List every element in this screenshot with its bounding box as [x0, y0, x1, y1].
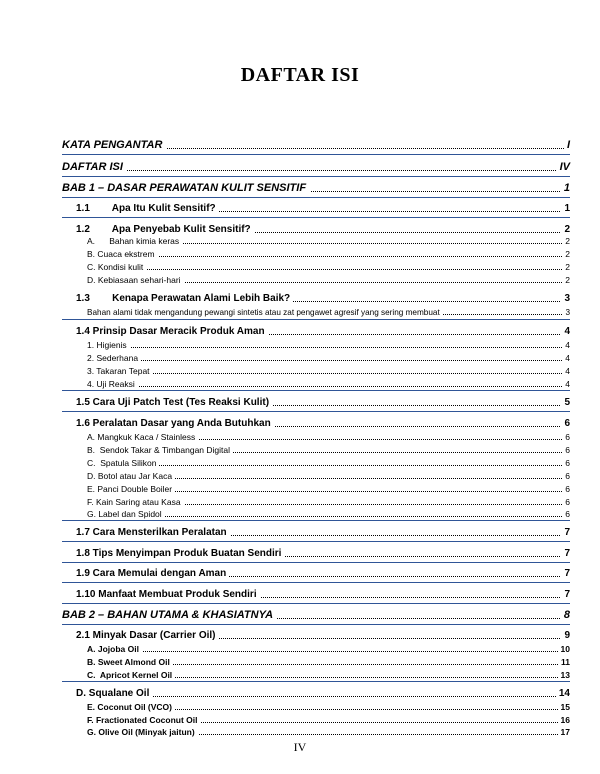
- leader-dots: [87, 256, 570, 257]
- page-title: DAFTAR ISI: [240, 64, 360, 86]
- toc-entry-page: 13: [558, 670, 570, 680]
- toc-entry-page: I: [564, 139, 570, 151]
- toc-entry-label: 1.3 Kenapa Perawatan Alami Lebih Baik?: [76, 293, 293, 304]
- toc-entry-page: 2: [562, 249, 570, 259]
- toc-entry-page: 6: [562, 445, 570, 455]
- toc-entry-page: 1: [561, 182, 570, 194]
- toc-entry-label: 1.6 Peralatan Dasar yang Anda Butuhkan: [76, 418, 274, 429]
- toc-entry-page: 4: [561, 326, 570, 337]
- toc-entry-page: 6: [562, 432, 570, 442]
- toc-entry-label: B. Sweet Almond Oil: [87, 657, 173, 667]
- toc-entry-page: 7: [561, 527, 570, 538]
- toc-entry-page: 4: [562, 379, 570, 389]
- toc-entry-page: 9: [561, 630, 570, 641]
- toc-entry-label: B. Cuaca ekstrem: [87, 249, 158, 259]
- toc-entry-label: 1.4 Prinsip Dasar Meracik Produk Aman: [76, 326, 268, 337]
- toc-entry-label: 1. Higienis: [87, 340, 130, 350]
- divider: [62, 541, 570, 542]
- toc-entry-label-spidol[interactable]: [87, 505, 570, 521]
- toc-entry-bab-1[interactable]: [62, 180, 570, 196]
- toc-entry-kebiasaan[interactable]: [87, 271, 570, 287]
- toc-entry-label: 2. Sederhana: [87, 353, 141, 363]
- toc-entry-label: 4. Uji Reaksi: [87, 379, 138, 389]
- leader-dots: [87, 347, 570, 348]
- toc-entry-label: E. Coconut Oil (VCO): [87, 702, 175, 712]
- toc-entry-page: 6: [562, 458, 570, 468]
- divider: [62, 624, 570, 625]
- toc-entry-label: A. Mangkuk Kaca / Stainless: [87, 432, 198, 442]
- toc-entry-label: 1.8 Tips Menyimpan Produk Buatan Sendiri: [76, 548, 284, 559]
- toc-entry-label: A. Bahan kimia keras: [87, 236, 182, 246]
- toc-entry-label: 2.1 Minyak Dasar (Carrier Oil): [76, 630, 219, 641]
- toc-entry-bahan-alami[interactable]: [87, 303, 570, 319]
- toc-entry-page: 15: [558, 702, 570, 712]
- toc-entry-label: DAFTAR ISI: [62, 161, 127, 173]
- toc-entry-page: 2: [562, 275, 570, 285]
- toc-entry-page: IV: [557, 161, 570, 173]
- divider: [62, 582, 570, 583]
- toc-entry-label: C. Kondisi kulit: [87, 262, 146, 272]
- toc-entry-page: 17: [558, 727, 570, 737]
- toc-entry-label: 1.1 Apa Itu Kulit Sensitif?: [76, 203, 219, 214]
- divider: [62, 197, 570, 198]
- toc-entry-label: D. Botol atau Jar Kaca: [87, 471, 175, 481]
- toc-entry-label: F. Fractionated Coconut Oil: [87, 715, 201, 725]
- toc-entry-label: 1.7 Cara Mensterilkan Peralatan: [76, 527, 230, 538]
- divider: [62, 603, 570, 604]
- toc-entry-bab-2[interactable]: [62, 607, 570, 623]
- toc-entry-1-7[interactable]: [76, 524, 570, 540]
- divider: [62, 176, 570, 177]
- toc-entry-label: 1.2 Apa Penyebab Kulit Sensitif?: [76, 224, 254, 235]
- toc-entry-label: G. Olive Oil (Minyak jaitun): [87, 727, 198, 737]
- leader-dots: [87, 373, 570, 374]
- toc-entry-label: G. Label dan Spidol: [87, 509, 165, 519]
- divider: [62, 319, 570, 320]
- toc-entry-page: 10: [558, 644, 570, 654]
- toc-entry-label: E. Panci Double Boiler: [87, 484, 175, 494]
- toc-entry-kata-pengantar[interactable]: [62, 137, 570, 153]
- toc-entry-page: 1: [561, 203, 570, 214]
- toc-entry-label: C. Apricot Kernel Oil: [87, 670, 175, 680]
- divider: [62, 411, 570, 412]
- toc-entry-label: BAB 1 – DASAR PERAWATAN KULIT SENSITIF: [62, 182, 310, 194]
- leader-dots: [87, 360, 570, 361]
- toc-entry-page: 6: [561, 418, 570, 429]
- toc-entry-label: A. Jojoba Oil: [87, 644, 142, 654]
- leader-dots: [87, 269, 570, 270]
- toc-entry-label: F. Kain Saring atau Kasa: [87, 497, 184, 507]
- toc-entry-page: 2: [561, 224, 570, 235]
- toc-entry-page: 8: [561, 609, 570, 621]
- toc-entry-label: BAB 2 – BAHAN UTAMA & KHASIATNYA: [62, 609, 277, 621]
- toc-entry-page: 2: [562, 262, 570, 272]
- toc-entry-label: 3. Takaran Tepat: [87, 366, 153, 376]
- divider: [62, 520, 570, 521]
- toc-entry-label: D. Kebiasaan sehari-hari: [87, 275, 184, 285]
- toc-entry-label: KATA PENGANTAR: [62, 139, 166, 151]
- divider: [62, 681, 570, 682]
- toc-entry-1-9[interactable]: [76, 565, 570, 581]
- toc-entry-page: 4: [562, 353, 570, 363]
- toc-entry-page: 7: [561, 548, 570, 559]
- toc-entry-label: C. Spatula Silikon: [87, 458, 159, 468]
- toc-entry-1-1[interactable]: [76, 200, 570, 216]
- toc-entry-label: B. Sendok Takar & Timbangan Digital: [87, 445, 233, 455]
- toc-entry-label: 1.10 Manfaat Membuat Produk Sendiri: [76, 589, 260, 600]
- toc-entry-page: 16: [558, 715, 570, 725]
- toc-entry-page: 5: [561, 397, 570, 408]
- divider: [62, 217, 570, 218]
- toc-entry-page: 4: [562, 366, 570, 376]
- toc-entry-uji-reaksi[interactable]: [87, 375, 570, 391]
- toc-entry-page: 7: [561, 589, 570, 600]
- toc-entry-olive[interactable]: [87, 723, 570, 739]
- toc-entry-page: 4: [562, 340, 570, 350]
- toc-entry-1-8[interactable]: [76, 545, 570, 561]
- toc-entry-label: 1.9 Cara Memulai dengan Aman: [76, 568, 229, 579]
- toc-entry-label: 1.5 Cara Uji Patch Test (Tes Reaksi Kulit): [76, 397, 272, 408]
- toc-entry-apricot[interactable]: [87, 666, 570, 682]
- divider: [62, 154, 570, 155]
- page-number: IV: [293, 740, 307, 754]
- toc-entry-page: 6: [562, 471, 570, 481]
- toc-entry-page: 2: [562, 236, 570, 246]
- toc-entry-daftar-isi[interactable]: [62, 159, 570, 175]
- toc-entry-page: 6: [562, 497, 570, 507]
- toc-entry-page: 3: [561, 293, 570, 304]
- toc-entry-1-10[interactable]: [76, 586, 570, 602]
- toc-entry-page: 11: [558, 657, 570, 667]
- toc-entry-page: 14: [556, 688, 570, 699]
- leader-dots: [87, 651, 570, 652]
- leader-dots: [62, 170, 570, 171]
- toc-entry-page: 7: [561, 568, 570, 579]
- toc-entry-1-5[interactable]: [76, 394, 570, 410]
- toc-entry-label: D. Squalane Oil: [76, 688, 152, 699]
- divider: [62, 390, 570, 391]
- toc-entry-page: 6: [562, 509, 570, 519]
- toc-entry-page: 6: [562, 484, 570, 494]
- divider: [62, 562, 570, 563]
- toc-entry-label: Bahan alami tidak mengandung pewangi sintetis atau zat pengawet agresif yang sering membuat: [87, 308, 443, 317]
- toc-entry-page: 3: [562, 308, 570, 317]
- leader-dots: [87, 386, 570, 387]
